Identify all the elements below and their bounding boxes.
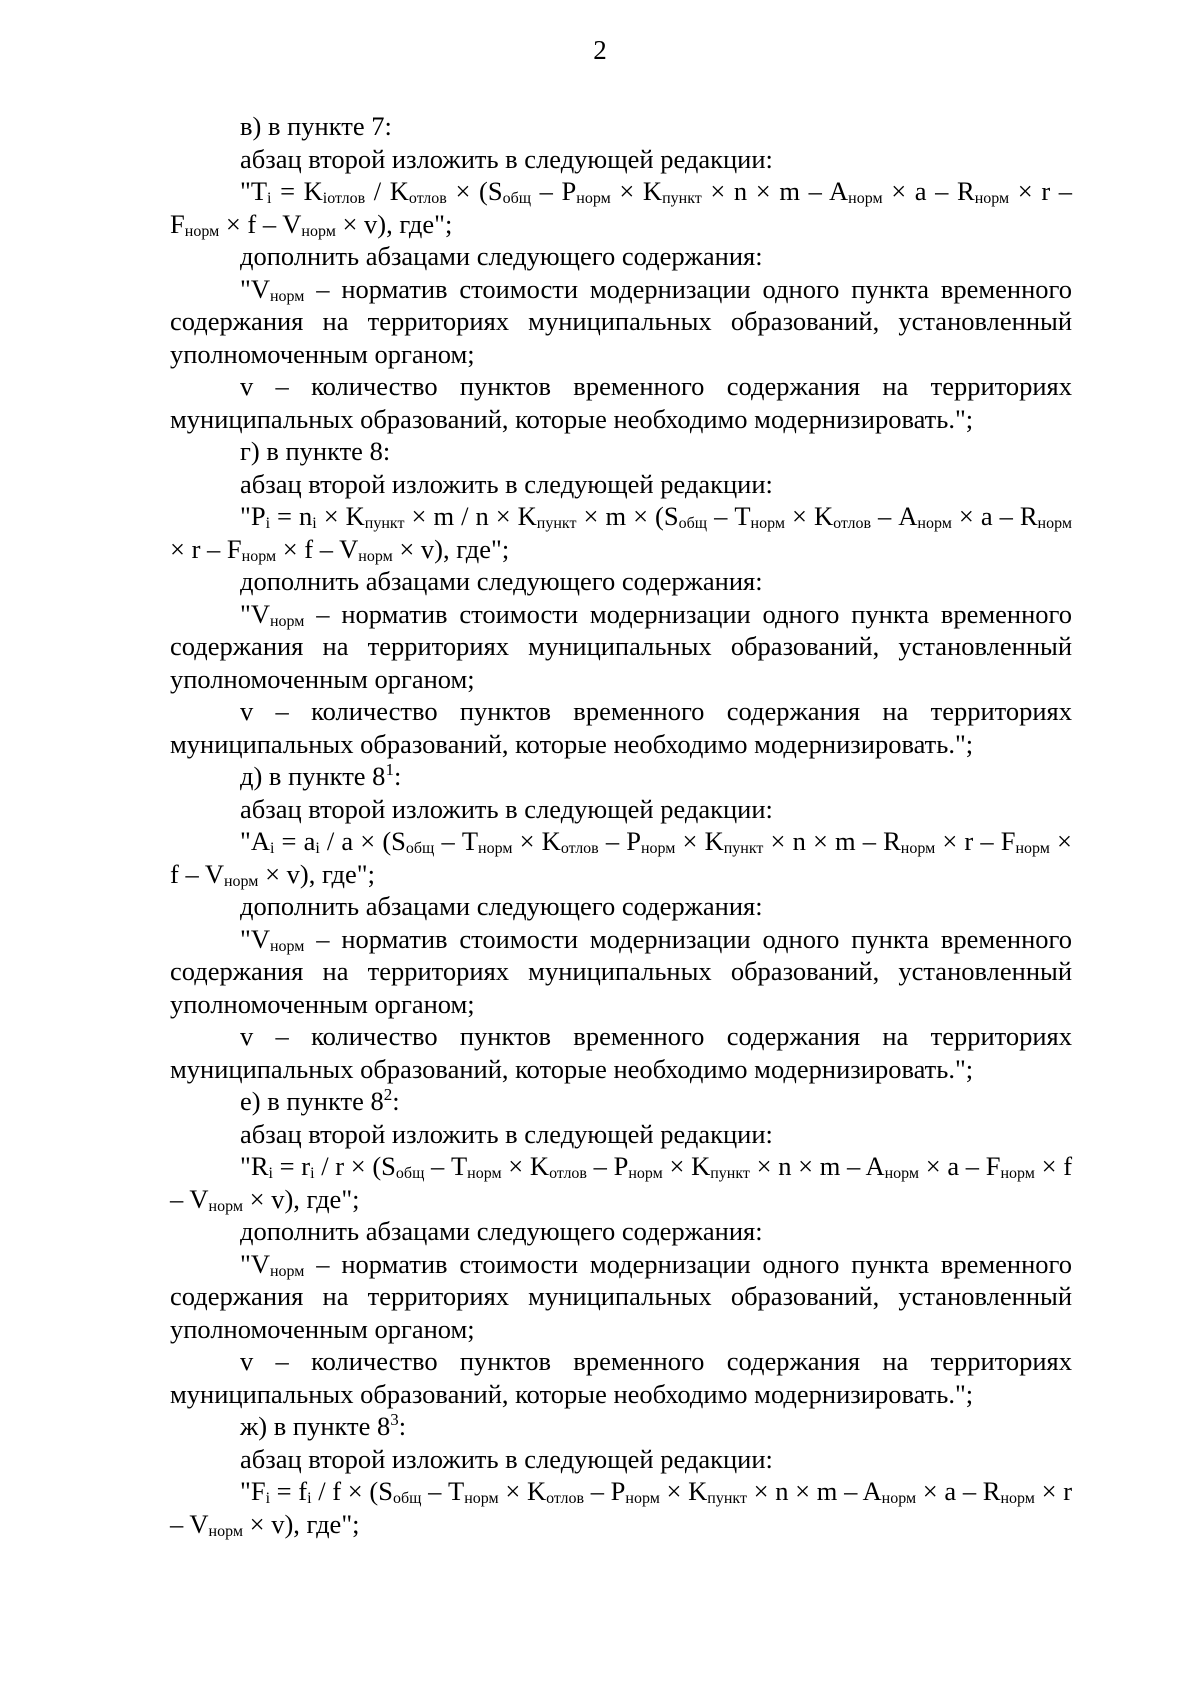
formula-subscript: i [265,515,271,532]
formula-text: × K [498,1476,547,1506]
formula-text: × f – V [170,1151,1073,1214]
formula-subscript: i [315,840,320,857]
formula-text: = r [272,1151,311,1181]
formula-subscript: i [267,190,272,207]
formula-subscript: iотлов [322,190,366,207]
formula-subscript: норм [478,840,513,857]
heading-text: е) в пункте 8 [240,1086,384,1116]
formula-subscript: норм [358,547,393,565]
formula-text: × K [784,501,834,531]
formula-text: × K [659,1476,708,1506]
formula-subscript: пункт [536,515,577,532]
formula-subscript: общ [678,515,708,532]
instruction-line: абзац второй изложить в следующей редакции: [240,793,773,824]
formula-text: × n × m – A [749,1151,885,1181]
formula-subscript: норм [464,1490,499,1507]
formula-text: – T [421,1476,465,1506]
def-text: – норматив стоимости модернизации одного пункта временного содержания на территориях муниципальных образований, установленный уполномоченным органом; [170,273,1072,369]
formula-subscript: норм [640,840,676,857]
formula-paragraph [170,500,1072,565]
formula-subscript: норм [917,515,952,532]
instruction-line: абзац второй изложить в следующей редакции: [240,1118,773,1149]
definition-paragraph [170,598,1072,696]
formula-text: = f [270,1476,308,1506]
definition-paragraph [170,923,1072,1021]
def-symbol: "V [240,1248,270,1279]
instruction-line: абзац второй изложить в следующей редакции: [240,1443,773,1474]
formula-paragraph [170,1150,1072,1215]
formula-subscript: норм [241,547,277,565]
formula-paragraph [170,825,1072,890]
formula-subscript: норм [750,515,785,532]
document-body [170,110,1072,1540]
def-text: – норматив стоимости модернизации одного пункта временного содержания на территориях муниципальных образований, установленный уполномоченным органом; [170,598,1072,694]
formula-subscript: общ [405,840,435,857]
formula-text: / f × (S [311,1476,393,1506]
heading-text: ж) в пункте 8 [240,1411,391,1441]
instruction-line: абзац второй изложить в следующей редакции: [240,468,773,499]
formula-subscript: i [310,1165,315,1182]
formula-subscript: норм [1000,1490,1035,1507]
formula-text: – P [586,1151,629,1181]
formula-text: × n × m – A [701,176,849,206]
instruction-line: дополнить абзацами следующего содержания: [240,241,763,271]
formula-subscript: норм [208,1522,243,1540]
formula-subscript: i [312,515,317,532]
formula-subscript: норм [576,190,611,207]
formula-subscript: норм [848,190,883,207]
formula-subscript: отлов [546,1490,585,1507]
subitem-heading: г) в пункте 8: [240,436,391,466]
formula-subscript: i [265,1490,271,1507]
formula-text: / a × (S [319,826,406,856]
formula-text: / r × (S [314,1151,396,1181]
instruction-line: абзац второй изложить в следующей редакции: [240,143,773,174]
definition-paragraph [170,1248,1072,1346]
heading-superscript: 1 [385,760,394,779]
formula-subscript: пункт [364,515,405,532]
definition-paragraph [170,273,1072,371]
formula-subscript: отлов [560,840,599,857]
def-symbol: "V [240,273,270,304]
formula-text: × K [675,826,724,856]
heading-text: д) в пункте 8 [240,761,386,791]
formula-subscript: отлов [549,1165,587,1182]
subitem-heading [170,1410,1072,1443]
formula-text: – A [871,501,918,531]
formula-text: = K [271,176,323,206]
formula-subscript: норм [1015,840,1050,857]
formula-text: – T [707,501,751,531]
definition-paragraph: v – количество пунктов временного содержания на территориях муниципальных образований, которые необходимо модернизировать."; [170,1021,1072,1084]
formula-subscript: норм [900,840,936,857]
formula-text: × v), где"; [243,1183,360,1214]
formula-paragraph [170,175,1072,240]
formula-subscript: i [269,840,275,857]
formula-subscript: общ [392,1490,422,1507]
instruction-line: дополнить абзацами следующего содержания: [240,1216,763,1246]
formula-text: × K [662,1151,711,1181]
def-subscript: норм [269,287,305,305]
formula-text: × n × m – R [763,826,901,856]
formula-subscript: пункт [723,840,764,857]
def-symbol: "V [240,923,270,954]
def-text: – норматив стоимости модернизации одного пункта временного содержания на территориях муниципальных образований, установленный уполномоченным органом; [170,923,1072,1019]
formula-text: "A [240,826,270,856]
definition-paragraph: v – количество пунктов временного содержания на территориях муниципальных образований, которые необходимо модернизировать."; [170,1346,1072,1409]
formula-text: × v), где"; [258,858,375,889]
formula-subscript: норм [467,1165,502,1182]
formula-subscript: норм [223,872,259,890]
formula-subscript: норм [881,1490,917,1507]
formula-text: "T [240,176,268,206]
formula-subscript: общ [395,1165,425,1182]
formula-text: "F [240,1476,266,1506]
formula-text: × a – F [919,1151,1001,1181]
formula-text: × r – F [935,826,1016,856]
formula-text: × a – R [951,501,1038,531]
formula-subscript: общ [502,190,532,207]
formula-text: × v), где"; [392,533,510,564]
formula-subscript: норм [625,1490,660,1507]
formula-subscript: норм [1037,515,1072,532]
formula-text: / K [365,176,409,206]
formula-text: – T [434,826,479,856]
formula-text: "R [240,1151,269,1181]
formula-subscript: норм [628,1165,663,1182]
formula-subscript: норм [184,222,220,240]
def-subscript: норм [269,1262,305,1280]
instruction-line: дополнить абзацами следующего содержания: [240,566,763,596]
formula-paragraph [170,1475,1072,1540]
formula-subscript: отлов [408,190,447,207]
formula-text: × K [512,826,561,856]
def-subscript: норм [269,937,305,955]
formula-text: – T [424,1151,468,1181]
formula-text: × m × (S [576,501,679,531]
formula-subscript: i [307,1490,312,1507]
def-subscript: норм [269,612,305,630]
formula-text: × K [501,1151,550,1181]
formula-subscript: пункт [707,1490,747,1507]
formula-text: × v), где"; [335,208,453,239]
heading-colon: : [398,1411,407,1441]
formula-subscript: норм [208,1197,243,1215]
formula-subscript: пункт [662,190,702,207]
heading-superscript: 3 [390,1410,399,1429]
formula-text: × K [610,176,663,206]
formula-text: = a [274,826,316,856]
formula-text: × n × m – A [746,1476,882,1506]
formula-text: – P [598,826,641,856]
formula-text: × r – F [170,533,242,564]
formula-text: × m / n × K [404,501,537,531]
formula-text: × (S [446,176,503,206]
subitem-heading: в) в пункте 7: [240,111,392,141]
formula-subscript: пункт [710,1165,750,1182]
formula-text: "P [240,501,266,531]
formula-text: – P [584,1476,626,1506]
formula-text: × f – V [276,533,359,564]
heading-colon: : [392,1086,400,1116]
formula-subscript: норм [301,222,336,240]
formula-subscript: отлов [833,515,872,532]
formula-text: – P [531,176,577,206]
heading-superscript: 2 [383,1085,393,1104]
formula-text: × f – V [170,826,1072,889]
formula-text: = n [270,501,313,531]
def-symbol: "V [240,598,270,629]
formula-subscript: i [268,1165,273,1182]
formula-text: × K [316,501,365,531]
subitem-heading [170,760,1072,793]
formula-text: × f – V [219,208,302,239]
instruction-line: дополнить абзацами следующего содержания: [240,891,763,921]
formula-subscript: норм [1000,1165,1035,1182]
formula-text: × a – R [882,176,975,206]
formula-text: × r – F [170,176,1073,239]
def-text: – норматив стоимости модернизации одного пункта временного содержания на территориях муниципальных образований, установленный уполномоченным органом; [170,1248,1072,1344]
formula-subscript: норм [974,190,1010,207]
heading-colon: : [393,761,402,791]
formula-text: × v), где"; [243,1508,360,1539]
formula-subscript: норм [884,1165,920,1182]
subitem-heading [170,1085,1072,1118]
formula-text: × a – R [916,1476,1001,1506]
page-number: 2 [593,35,607,65]
definition-paragraph: v – количество пунктов временного содержания на территориях муниципальных образований, которые необходимо модернизировать."; [170,371,1072,434]
formula-text: × r – V [170,1476,1073,1539]
definition-paragraph: v – количество пунктов временного содержания на территориях муниципальных образований, которые необходимо модернизировать."; [170,696,1072,759]
